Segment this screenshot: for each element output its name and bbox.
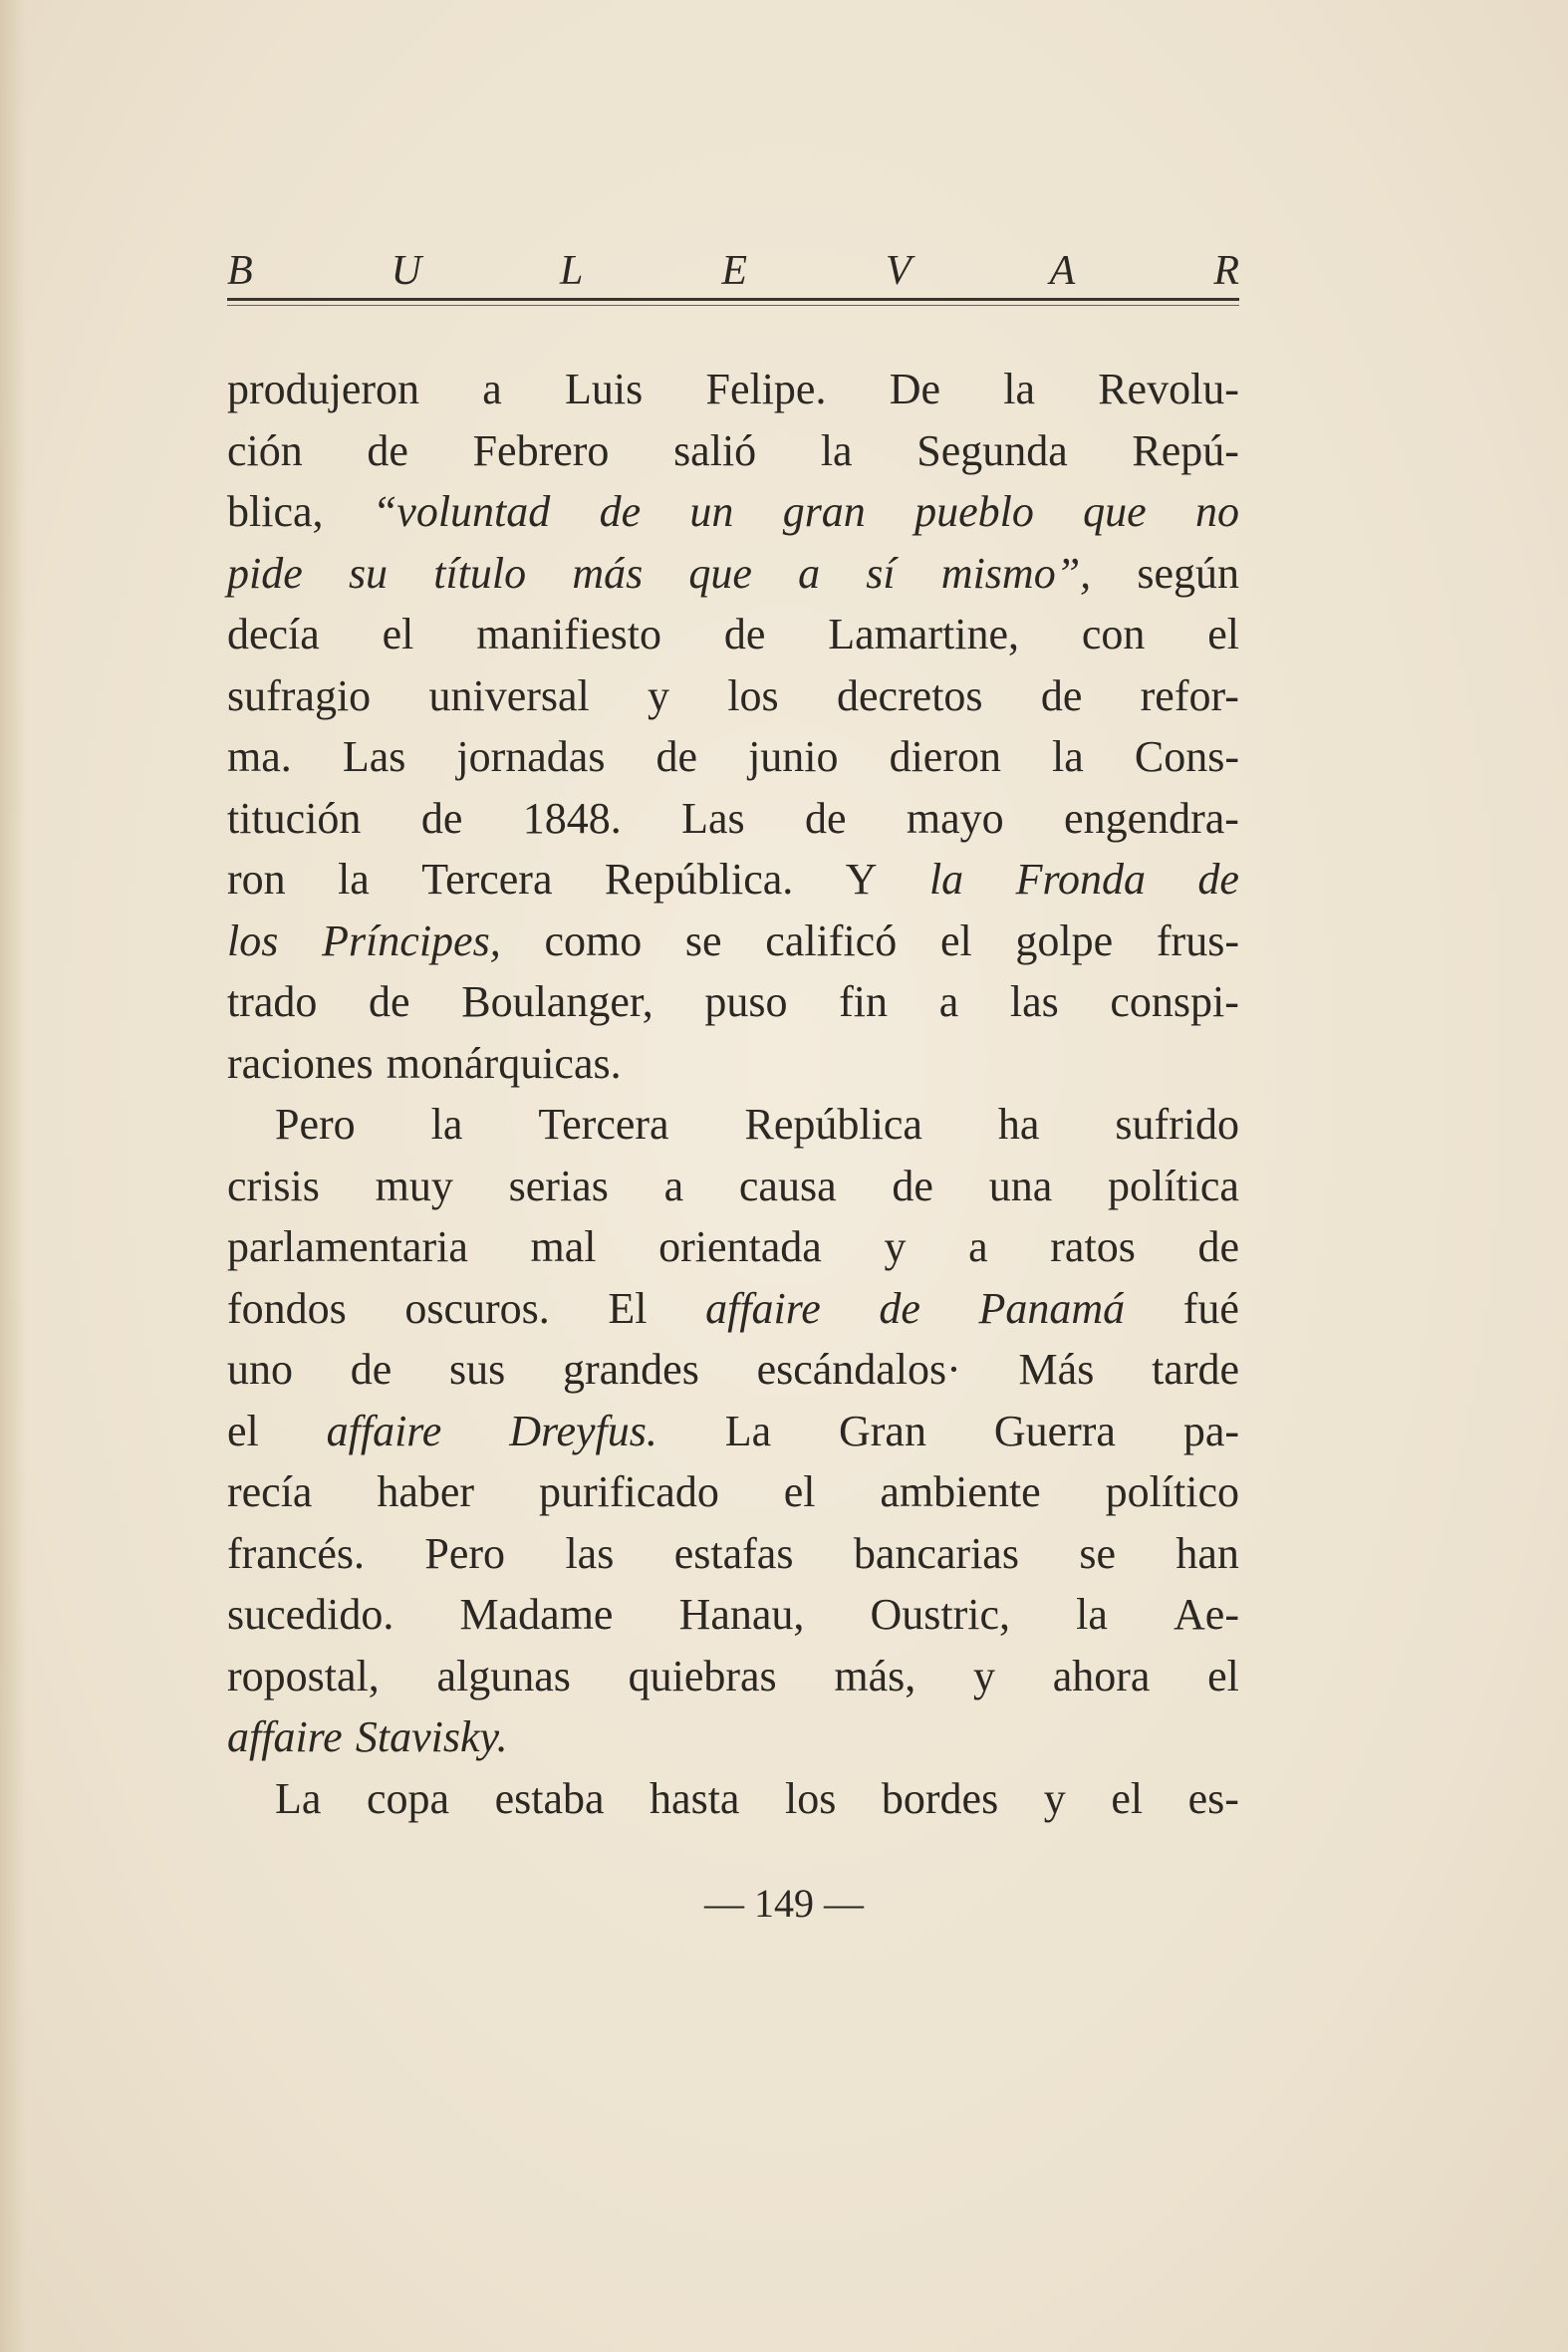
- page-number: — 149 —: [704, 1881, 864, 1926]
- header-rule: [227, 305, 1239, 306]
- header-letter: V: [886, 248, 912, 294]
- header-letter: U: [391, 248, 421, 294]
- text-line: trado de Boulanger, puso fin a las conspi-: [227, 977, 1239, 1026]
- text-line: pide su título más que a sí mismo”, según: [227, 548, 1239, 598]
- body-text: [227, 359, 1239, 1829]
- header-letter: B: [227, 248, 253, 294]
- text-line: La copa estaba hasta los bordes y el es-: [275, 1773, 1239, 1823]
- text-line: los Príncipes, como se calificó el golpe frus-: [227, 915, 1239, 965]
- text-line: el affaire Dreyfus. La Gran Guerra pa-: [227, 1406, 1239, 1455]
- text-line: uno de sus grandes escándalos· Más tarde: [227, 1345, 1239, 1394]
- text-line: francés. Pero las estafas bancarias se han: [227, 1528, 1239, 1578]
- text-line: ma. Las jornadas de junio dieron la Cons-: [227, 732, 1239, 781]
- text-line: Pero la Tercera República ha sufrido: [275, 1100, 1239, 1149]
- text-line: parlamentaria mal orientada y a ratos de: [227, 1222, 1239, 1271]
- header-letter: L: [560, 248, 584, 294]
- text-line: crisis muy serias a causa de una política: [227, 1161, 1239, 1210]
- text-line: sufragio universal y los decretos de refor-: [227, 670, 1239, 720]
- text-line: fondos oscuros. El affaire de Panamá fué: [227, 1283, 1239, 1333]
- text-line: recía haber purificado el ambiente político: [227, 1467, 1239, 1516]
- header-letter: A: [1049, 248, 1076, 294]
- text-line: affaire Stavisky.: [227, 1712, 508, 1761]
- text-line: ción de Febrero salió la Segunda Repú-: [227, 425, 1239, 475]
- header-letter: R: [1213, 248, 1239, 294]
- text-line: decía el manifiesto de Lamartine, con el: [227, 610, 1239, 658]
- text-line: titución de 1848. Las de mayo engendra-: [227, 793, 1239, 843]
- page-edge-shadow: [0, 0, 26, 2352]
- header-letter: E: [721, 248, 748, 294]
- text-line: sucedido. Madame Hanau, Oustric, la Ae-: [227, 1590, 1239, 1639]
- text-line: ropostal, algunas quiebras más, y ahora el: [227, 1651, 1239, 1700]
- running-header: [227, 231, 1239, 301]
- text-line: blica, “voluntad de un gran pueblo que no: [227, 487, 1239, 536]
- text-line: produjeron a Luis Felipe. De la Revolu-: [227, 365, 1239, 413]
- text-line: ron la Tercera República. Y la Fronda de: [227, 855, 1239, 904]
- text-line: raciones monárquicas.: [227, 1038, 622, 1088]
